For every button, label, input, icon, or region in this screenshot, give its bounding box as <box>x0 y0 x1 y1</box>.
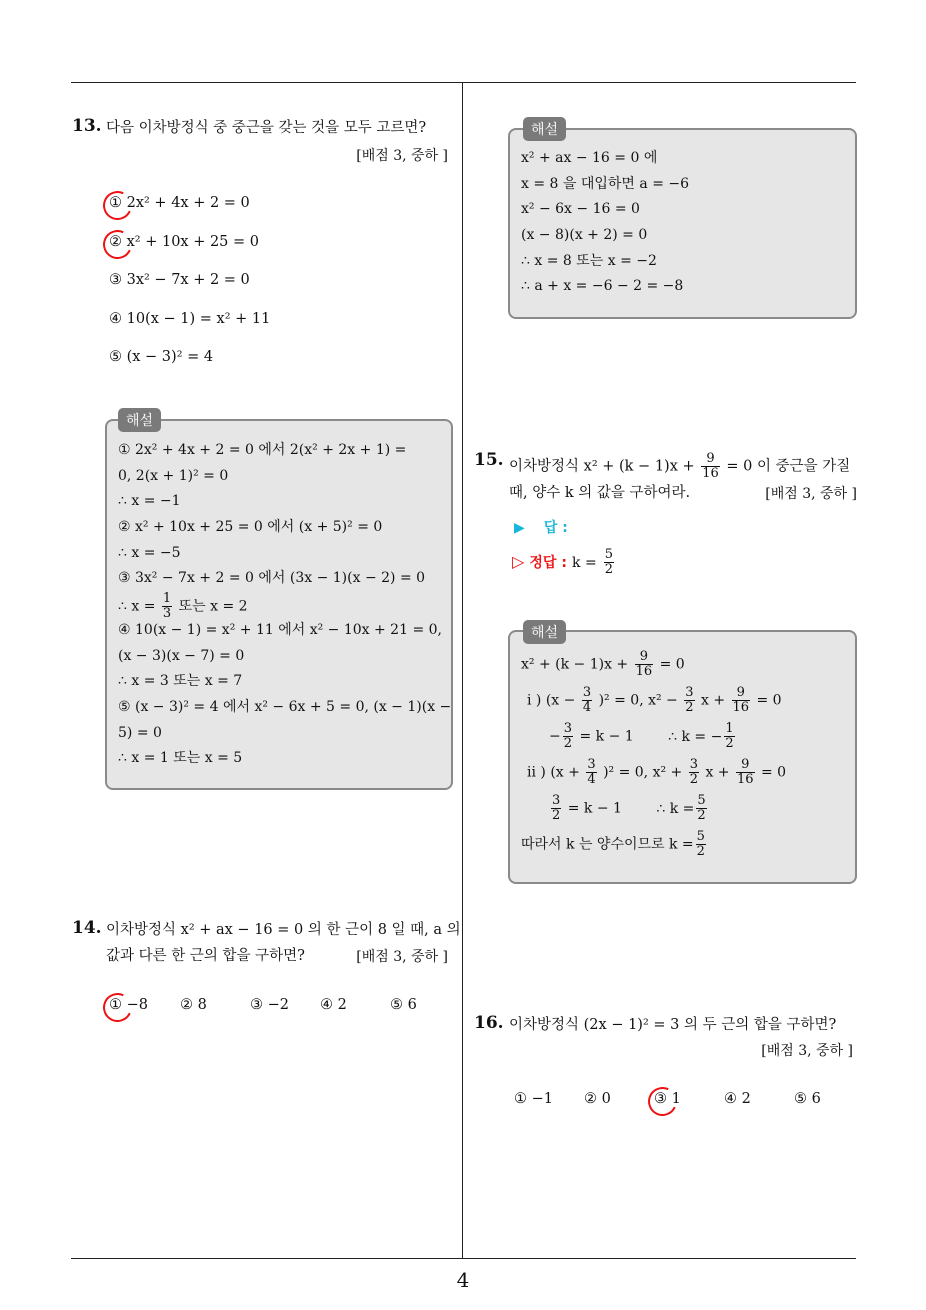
question-text: 이차방정식 (2x − 1)² = 3 의 두 근의 합을 구하면? <box>509 1017 837 1033</box>
option-2[interactable]: ② 0 <box>584 1091 611 1107</box>
solution-line: ⑤ (x − 3)² = 4 에서 x² − 6x + 5 = 0, (x − 1)(x − <box>118 698 452 715</box>
question-number: 13. <box>72 116 102 136</box>
fraction: $\frac{5}{2}$ <box>604 547 614 577</box>
option-5[interactable]: ⑤ (x − 3)² = 4 <box>109 349 214 365</box>
solution-text <box>521 650 786 866</box>
question-meta: [배점 3, 중하 ] <box>356 148 448 164</box>
option-4[interactable]: ④ 2 <box>724 1091 751 1107</box>
option-5[interactable]: ⑤ 6 <box>794 1091 821 1107</box>
option-5[interactable]: ⑤ 6 <box>390 997 417 1013</box>
red-circle-mark <box>99 187 136 224</box>
solution-line: − $\frac{3}{2}$ = k − 1 ∴ k = − $\frac{1}{2}$ <box>549 721 734 751</box>
question-text: 값과 다른 한 근의 합을 구하면? <box>106 948 305 964</box>
solution-line: 따라서 k 는 양수이므로 k = $\frac{5}{2}$ <box>521 829 705 859</box>
solution-line: 5) = 0 <box>118 724 162 741</box>
fraction: $\frac{1}{3}$ <box>162 591 172 622</box>
question-text: 때, 양수 k 의 값을 구하여라. <box>509 485 691 501</box>
solution-line: $\frac{3}{2}$ = k − 1 ∴ k = $\frac{5}{2}$ <box>552 793 706 823</box>
solution-line: i ) (x − $\frac{3}{4}$ )² = 0, x² − $\frac{3}{2}$ x + $\frac{9}{16}$ = 0 <box>527 685 782 715</box>
solution-line: ∴ a + x = −6 − 2 = −8 <box>521 278 684 295</box>
option-2[interactable]: ② x² + 10x + 25 = 0 <box>109 234 260 250</box>
solution-line: ∴ x = −5 <box>118 544 181 561</box>
question-meta: [배점 3, 중하 ] <box>356 949 448 965</box>
solution-tag: 해설 <box>118 408 161 432</box>
solution-line: ∴ x = 1 또는 x = 5 <box>118 750 243 767</box>
option-3[interactable]: ③ 1 <box>654 1091 681 1107</box>
solution-tag: 해설 <box>523 117 566 141</box>
option-1[interactable]: ① 2x² + 4x + 2 = 0 <box>109 195 250 211</box>
solution-line: ③ 3x² − 7x + 2 = 0 에서 (3x − 1)(x − 2) = 0 <box>118 570 426 587</box>
question-number: 15. <box>474 450 504 470</box>
red-circle-mark <box>644 1083 681 1120</box>
red-circle-mark <box>99 226 136 263</box>
solution-line: ∴ x = −1 <box>118 493 181 510</box>
question-number: 14. <box>72 918 102 938</box>
question-text: 다음 이차방정식 중 중근을 갖는 것을 모두 고르면? <box>106 120 427 136</box>
solution-line: ① 2x² + 4x + 2 = 0 에서 2(x² + 2x + 1) = <box>118 442 407 458</box>
option-1[interactable]: ① −1 <box>514 1091 553 1107</box>
solution-line: ∴ x = 8 또는 x = −2 <box>521 252 657 269</box>
correct-answer-row: ▷ 정답 : k = $\frac{5}{2}$ <box>512 547 614 577</box>
top-rule <box>71 82 856 83</box>
question-text: 이차방정식 x² + (k − 1)x + $\frac{9}{16}$ = 0 이 중근을 가질 <box>509 451 851 481</box>
solution-line: x² − 6x − 16 = 0 <box>521 201 640 218</box>
question-meta: [배점 3, 중하 ] <box>765 486 857 502</box>
solution-line: x = 8 을 대입하면 a = −6 <box>521 175 690 192</box>
red-circle-mark <box>99 989 136 1026</box>
correct-answer-label: 정답 : <box>529 555 567 571</box>
option-1[interactable]: ① −8 <box>109 997 148 1013</box>
bottom-rule <box>71 1258 856 1259</box>
solution-line: x² + (k − 1)x + $\frac{9}{16}$ = 0 <box>521 649 685 679</box>
option-4[interactable]: ④ 10(x − 1) = x² + 11 <box>109 311 271 327</box>
option-2[interactable]: ② 8 <box>180 997 207 1013</box>
solution-line: ∴ x = $\frac{1}{3}$ 또는 x = 2 <box>118 591 248 622</box>
page-number: 4 <box>456 1268 470 1292</box>
solution-line: x² + ax − 16 = 0 에 <box>521 150 658 166</box>
fraction: $\frac{9}{16}$ <box>702 451 719 481</box>
option-3[interactable]: ③ −2 <box>250 997 289 1013</box>
triangle-outline-icon: ▷ <box>512 552 525 571</box>
play-icon: ▶ <box>514 520 525 536</box>
solution-line: ∴ x = 3 또는 x = 7 <box>118 673 243 690</box>
solution-text <box>118 438 451 772</box>
question-text: 이차방정식 x² + ax − 16 = 0 의 한 근이 8 일 때, a 의 <box>106 922 461 938</box>
solution-line: ④ 10(x − 1) = x² + 11 에서 x² − 10x + 21 = 0, <box>118 621 442 638</box>
question-number: 16. <box>474 1013 504 1033</box>
solution-line: 0, 2(x + 1)² = 0 <box>118 467 229 484</box>
option-3[interactable]: ③ 3x² − 7x + 2 = 0 <box>109 272 250 288</box>
solution-line: ② x² + 10x + 25 = 0 에서 (x + 5)² = 0 <box>118 519 383 536</box>
solution-tag: 해설 <box>523 620 566 644</box>
option-4[interactable]: ④ 2 <box>320 997 347 1013</box>
solution-line: (x − 3)(x − 7) = 0 <box>118 647 245 664</box>
answer-label: 답 : <box>543 520 568 536</box>
question-meta: [배점 3, 중하 ] <box>761 1043 853 1059</box>
solution-line: (x − 8)(x + 2) = 0 <box>521 227 648 244</box>
solution-line: ii ) (x + $\frac{3}{4}$ )² = 0, x² + $\frac{3}{2}$ x + $\frac{9}{16}$ = 0 <box>527 757 787 787</box>
column-divider <box>462 82 463 1258</box>
answer-row <box>514 517 568 537</box>
solution-text <box>521 146 689 300</box>
